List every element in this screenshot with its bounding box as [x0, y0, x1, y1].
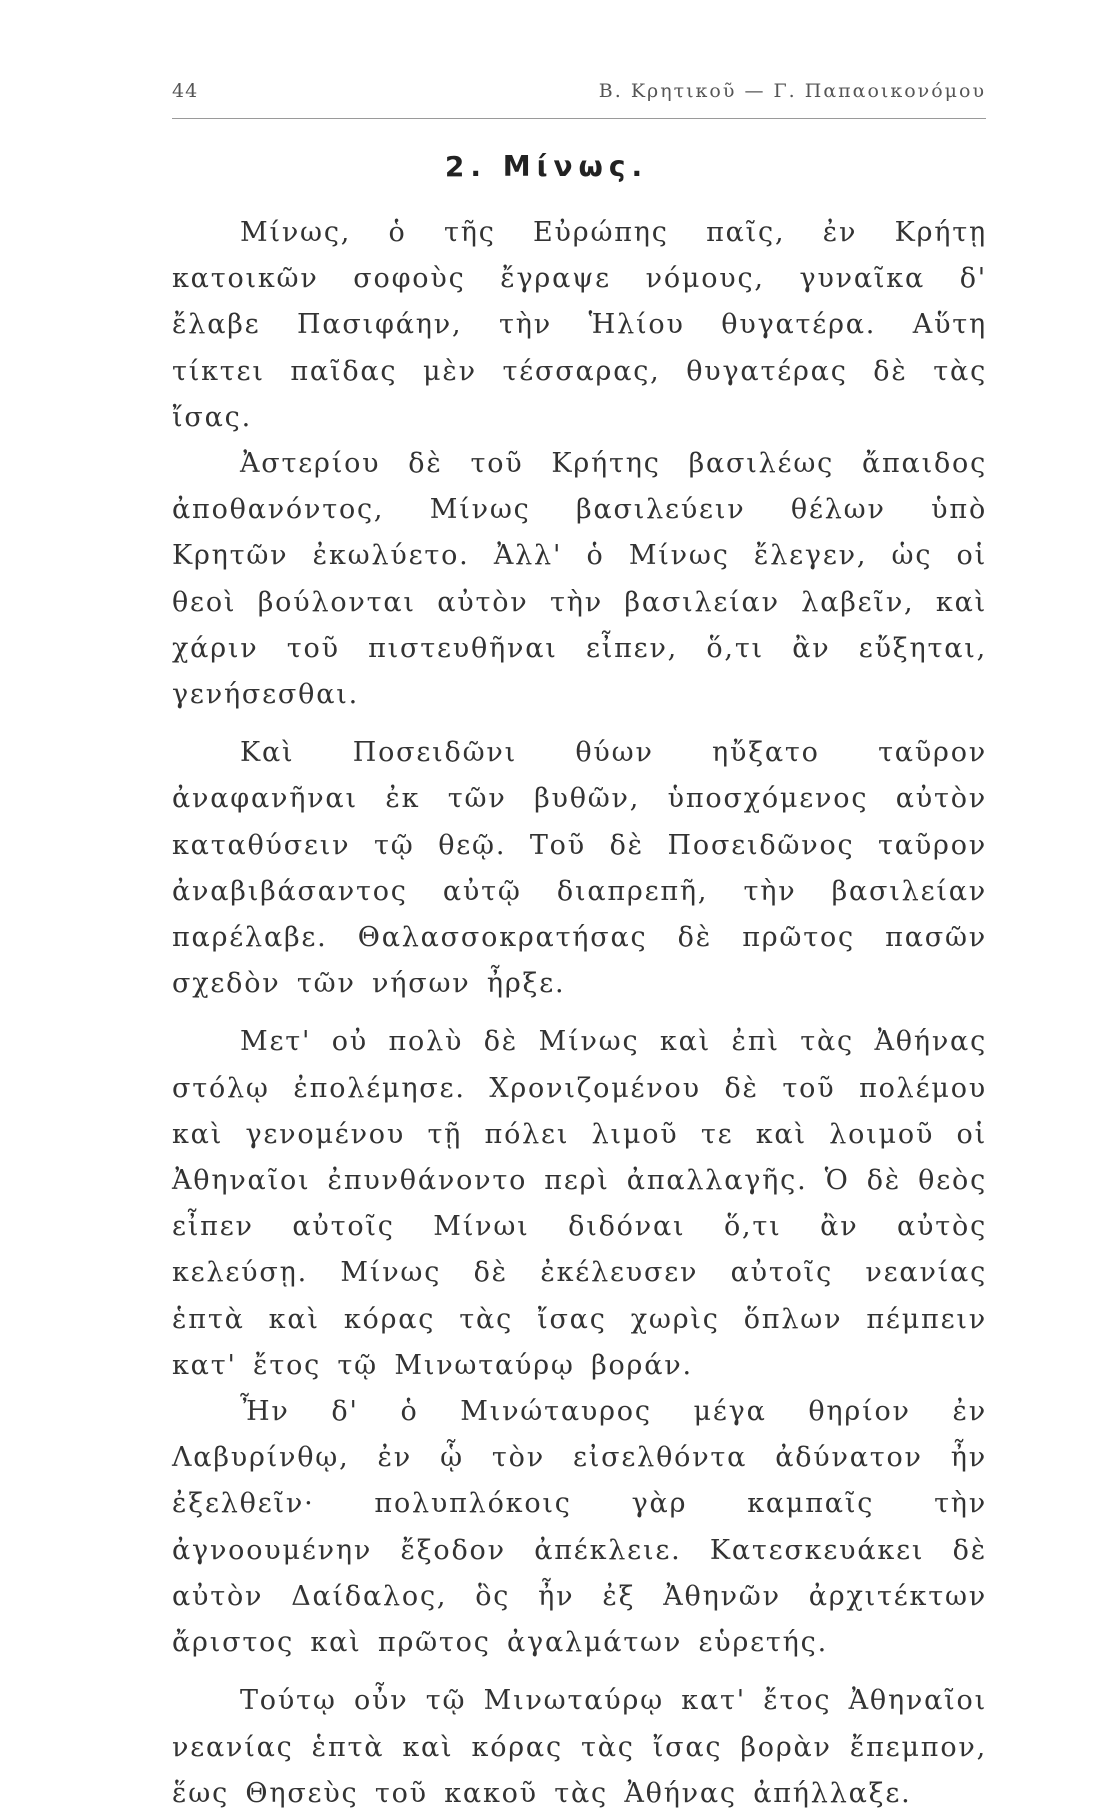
paragraph: Τούτῳ οὖν τῷ Μινωταύρῳ κατ' ἔτος Ἀθηναῖοι νεανίας ἑπτὰ καὶ κόρας τὰς ἴσας βορὰν ἔπεμπον, ἕως Θησεὺς τοῦ κακοῦ τὰς Ἀθήνας ἀπήλλαξε. [172, 1685, 987, 1809]
paragraph: Μίνως, ὁ τῆς Εὐρώπης παῖς, ἐν Κρήτῃ κατοικῶν σοφοὺς ἔγραψε νόμους, γυναῖκα δ' ἔλαβε Πασιφάην, τὴν Ἡλίου θυγατέρα. Αὕτη τίκτει παῖδας μὲν τέσσαρας, θυγατέρας δὲ τὰς ἴσας. [172, 217, 987, 433]
running-head: Β. Κρητικοῦ — Γ. Παπαοικονόμου [598, 80, 986, 102]
header-rule [172, 118, 986, 119]
page-number: 44 [172, 80, 199, 102]
paragraph: Ἦν δ' ὁ Μινώταυρος μέγα θηρίον ἐν Λαβυρίνθῳ, ἐν ᾧ τὸν εἰσελθόντα ἀδύνατον ἦν ἐξελθεῖν· πολυπλόκοις γὰρ καμπαῖς τὴν ἀγνοουμένην ἔξοδον ἀπέκλειε. Κατεσκευάκει δὲ αὐτὸν Δαίδαλος, ὃς ἦν ἐξ Ἀθηνῶν ἀρχιτέκτων ἄριστος καὶ πρῶτος ἀγαλμάτων εὑρετής. [172, 1396, 987, 1659]
paragraph: Ἀστερίου δὲ τοῦ Κρήτης βασιλέως ἄπαιδος ἀποθανόντος, Μίνως βασιλεύειν θέλων ὑπὸ Κρητῶν ἐκωλύετο. Ἀλλ' ὁ Μίνως ἔλεγεν, ὡς οἱ θεοὶ βούλονται αὐτὸν τὴν βασιλείαν λαβεῖν, καὶ χάριν τοῦ πιστευθῆναι εἶπεν, ὅ,τι ἂν εὔξηται, γενήσεσθαι. [172, 448, 987, 711]
paragraph: Μετ' οὐ πολὺ δὲ Μίνως καὶ ἐπὶ τὰς Ἀθήνας στόλῳ ἐπολέμησε. Χρονιζομένου δὲ τοῦ πολέμου καὶ γενομένου τῇ πόλει λιμοῦ τε καὶ λοιμοῦ οἱ Ἀθηναῖοι ἐπυνθάνοντο περὶ ἀπαλλαγῆς. Ὁ δὲ θεὸς εἶπεν αὐτοῖς Μίνωι διδόναι ὅ,τι ἂν αὐτὸς κελεύσῃ. Μίνως δὲ ἐκέλευσεν αὐτοῖς νεανίας ἑπτὰ καὶ κόρας τὰς ἴσας χωρὶς ὅπλων πέμπειν κατ' ἔτος τῷ Μινωταύρῳ βοράν. [172, 1026, 987, 1381]
chapter-title: 2. Μίνως. [444, 150, 649, 183]
page-header [172, 68, 986, 108]
chapter-body [172, 210, 987, 1817]
paragraph: Καὶ Ποσειδῶνι θύων ηὔξατο ταῦρον ἀναφανῆναι ἐκ τῶν βυθῶν, ὑποσχόμενος αὐτὸν καταθύσειν τῷ θεῷ. Τοῦ δὲ Ποσειδῶνος ταῦρον ἀναβιβάσαντος αὐτῷ διαπρεπῆ, τὴν βασιλείαν παρέλαβε. Θαλασσοκρατήσας δὲ πρῶτος πασῶν σχεδὸν τῶν νήσων ἦρξε. [172, 737, 987, 1000]
